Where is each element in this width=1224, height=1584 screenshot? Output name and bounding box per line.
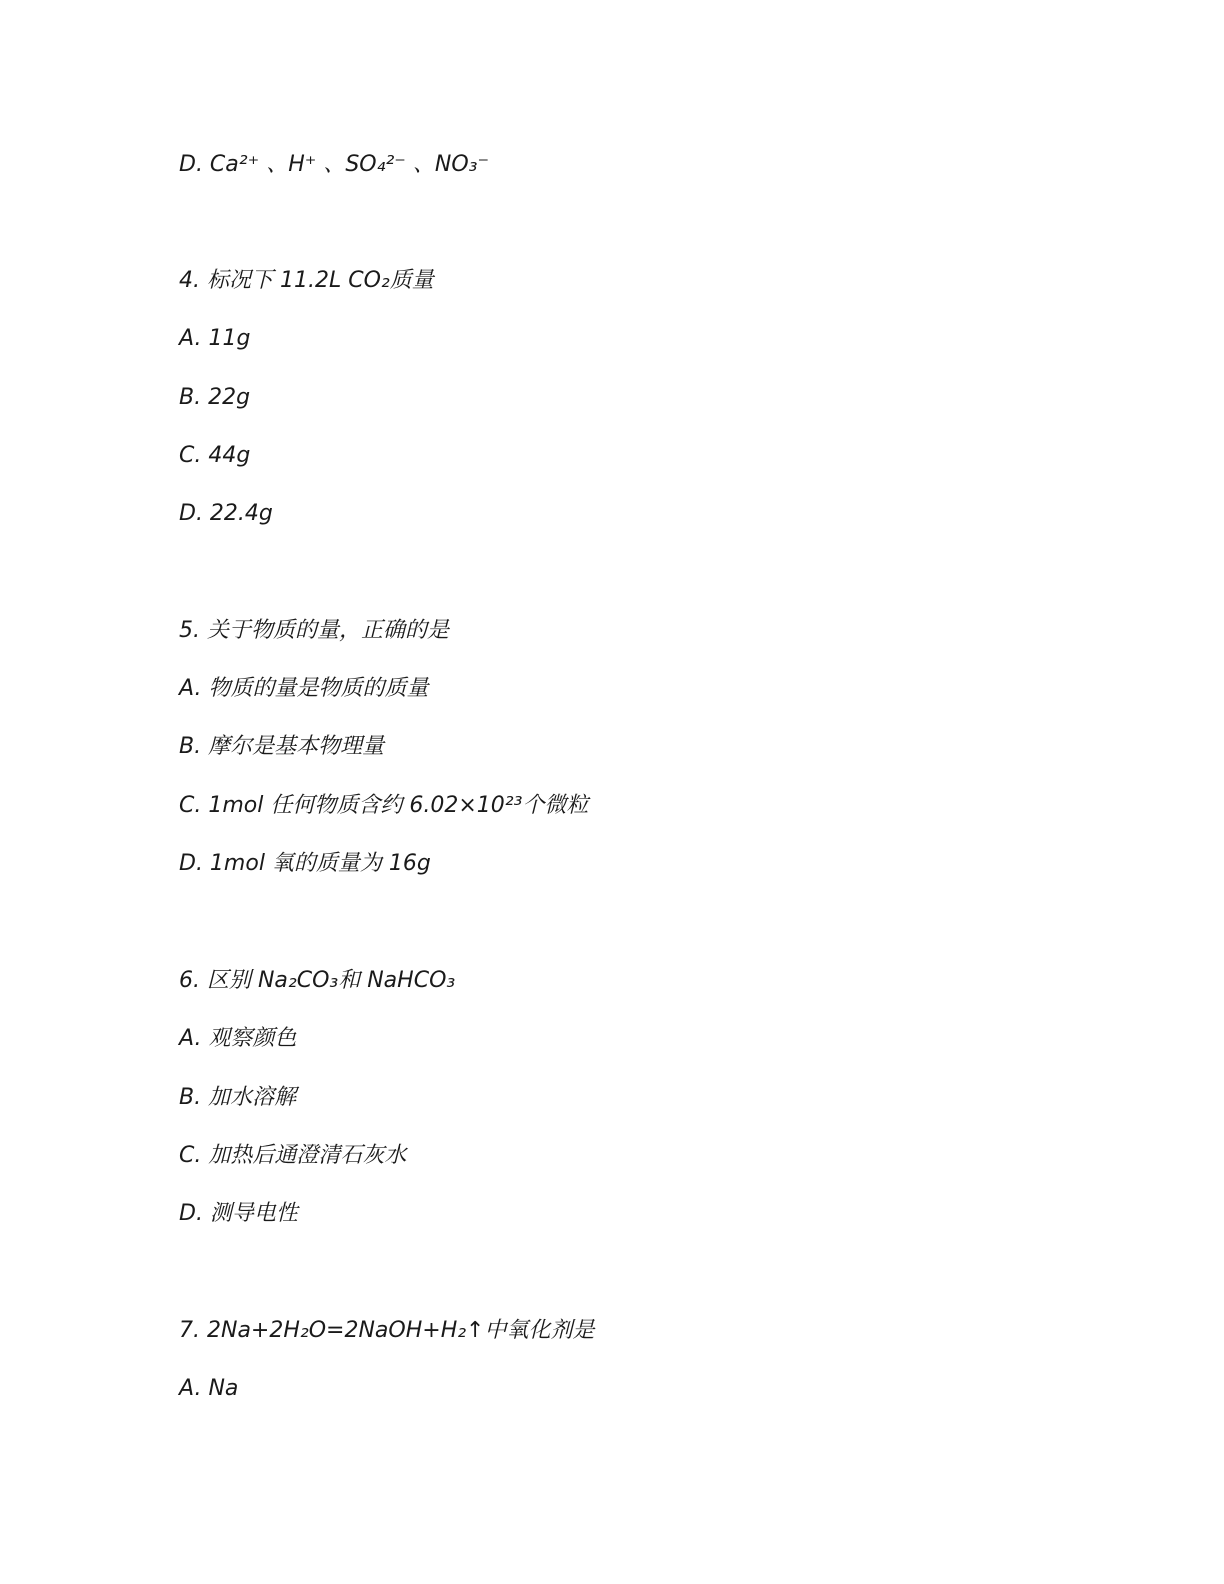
q7-option-a: A. Na [179, 1376, 239, 1401]
q5-option-b: B. 摩尔是基本物理量 [179, 734, 385, 759]
q6-option-a: A. 观察颜色 [179, 1026, 297, 1051]
q5-question: 5. 关于物质的量，正确的是 [179, 618, 449, 643]
q5-option-c: C. 1mol 任何物质含约 6.02×10²³个微粒 [179, 793, 589, 818]
q5-option-a: A. 物质的量是物质的质量 [179, 676, 429, 701]
q6-option-c: C. 加热后通澄清石灰水 [179, 1143, 407, 1168]
q6-question: 6. 区别 Na₂CO₃和 NaHCO₃ [179, 968, 456, 993]
q4-option-d: D. 22.4g [179, 501, 273, 526]
q7-question: 7. 2Na+2H₂O=2NaOH+H₂↑中氧化剂是 [179, 1318, 595, 1343]
q4-option-a: A. 11g [179, 326, 251, 351]
q4-question: 4. 标况下 11.2L CO₂质量 [179, 268, 434, 293]
q6-option-d: D. 测导电性 [179, 1201, 298, 1226]
q3-option-d: D. Ca²⁺ 、H⁺ 、SO₄²⁻ 、NO₃⁻ [179, 152, 490, 177]
q5-option-d: D. 1mol 氧的质量为 16g [179, 851, 431, 876]
q4-option-b: B. 22g [179, 385, 251, 410]
q4-option-c: C. 44g [179, 443, 251, 468]
q6-option-b: B. 加水溶解 [179, 1085, 297, 1110]
